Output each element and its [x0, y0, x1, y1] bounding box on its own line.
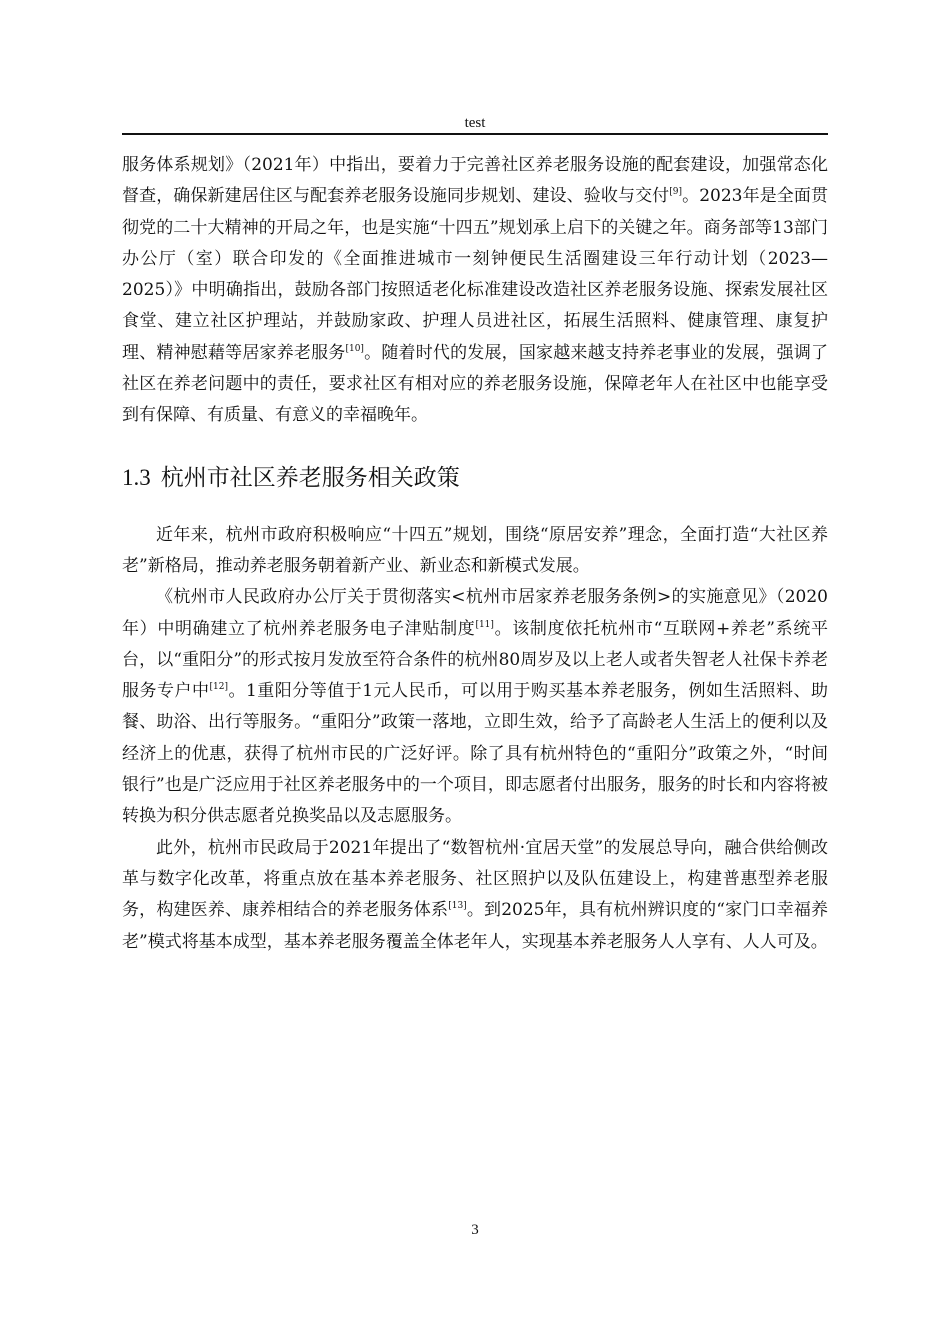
paragraph-text: 。2023年是全面贯彻党的二十大精神的开局之年，也是实施“十四五”规划承上启下的关键之年。商务部等13部门办公厅（室）联合印发的《全面推进城市一刻钟便民生活圈建设三年行动计划（2023—2025）》中明确指出，鼓励各部门按照适老化标准建设改造社区养老服务设施、探索发展社区食堂、建立社区护理站，并鼓励家政、护理人员进社区，拓展生活照料、健康管理、康复护理、精神慰藉等居家养老服务 [122, 186, 829, 363]
section-title: 杭州市社区养老服务相关政策 [160, 464, 460, 491]
citation-ref: [11] [475, 619, 494, 630]
body-paragraph [122, 833, 828, 958]
page-body [122, 150, 828, 958]
paragraph-text: 。到2025年，具有杭州辨识度的“家门口幸福养老”模式将基本成型，基本养老服务覆盖全体老年人，实现基本养老服务人人享有、人人可及。 [122, 900, 828, 952]
paragraph-text: 此外，杭州市民政局于2021年提出了“数智杭州·宜居天堂”的发展总导向，融合供给侧改革与数字化改革，将重点放在基本养老服务、社区照护以及队伍建设上，构建普惠型养老服务，构建医养、康养相结合的养老服务体系 [122, 837, 828, 921]
paragraph-text: 近年来，杭州市政府积极响应“十四五”规划，围绕“原居安养”理念，全面打造“大社区养老”新格局，推动养老服务朝着新产业、新业态和新模式发展。 [122, 524, 828, 576]
paragraph-text: 服务体系规划》（2021年）中指出，要着力于完善社区养老服务设施的配套建设，加强常态化督查，确保新建居住区与配套养老服务设施同步规划、建设、验收与交付 [122, 155, 828, 207]
body-paragraph [122, 150, 828, 432]
citation-ref: [10] [345, 343, 364, 354]
paragraph-text: 。随着时代的发展，国家越来越支持养老事业的发展，强调了社区在养老问题中的责任，要求社区有相对应的养老服务设施，保障老年人在社区中也能享受到有保障、有质量、有意义的幸福晚年。 [122, 342, 829, 426]
paragraph-text: 。该制度依托杭州市“互联网+养老”系统平台，以“重阳分”的形式按月发放至符合条件的杭州80周岁及以上老人或者失智老人社保卡养老服务专户中 [122, 618, 828, 702]
page-header: test [464, 115, 486, 131]
page-number: 3 [471, 1222, 479, 1238]
header-rule [122, 133, 828, 135]
citation-ref: [9] [669, 187, 683, 198]
body-paragraph [122, 582, 828, 832]
section-number: 1.3 [122, 464, 151, 490]
paragraph-text: 。1重阳分等值于1元人民币，可以用于购买基本养老服务，例如生活照料、助餐、助浴、出行等服务。“重阳分”政策一落地，立即生效，给予了高龄老人生活上的便利以及经济上的优惠，获得了杭州市民的广泛好评。除了具有杭州特色的“重阳分”政策之外，“时间银行”也是广泛应用于社区养老服务中的一个项目，即志愿者付出服务，服务的时长和内容将被转换为积分供志愿者兑换奖品以及志愿服务。 [122, 681, 828, 827]
paragraph-text: 《杭州市人民政府办公厅关于贯彻落实<杭州市居家养老服务条例>的实施意见》（2020年）中明确建立了杭州养老服务电子津贴制度 [122, 587, 828, 639]
citation-ref: [13] [448, 901, 467, 912]
citation-ref: [12] [209, 682, 228, 693]
section-heading [122, 460, 828, 496]
body-paragraph [122, 520, 828, 583]
